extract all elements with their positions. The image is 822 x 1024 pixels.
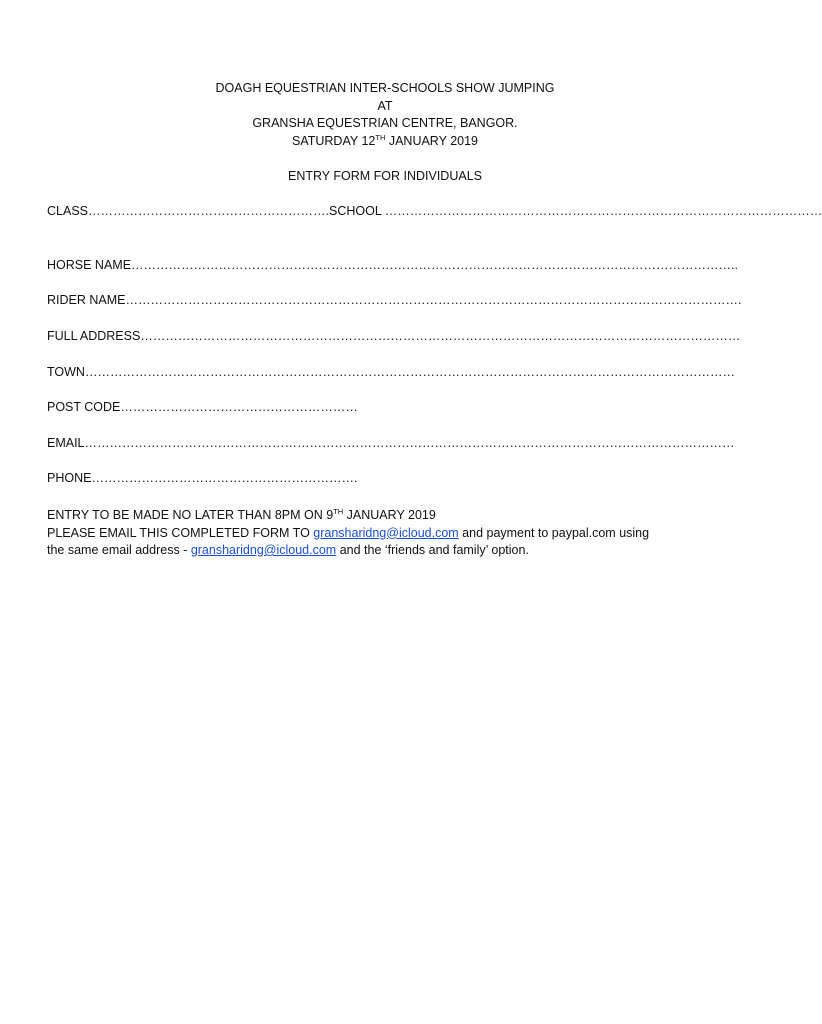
post-code-field[interactable]: POST CODE…………………………………………………: [47, 400, 358, 414]
email-instruction-text: PLEASE EMAIL THIS COMPLETED FORM TO: [47, 525, 314, 540]
event-date: [0, 133, 770, 151]
school-field[interactable]: ……………………………………………………………………………………………: [384, 204, 822, 218]
deadline-rest: JANUARY 2019: [343, 508, 436, 522]
email-link[interactable]: gransharidng@icloud.com: [313, 525, 459, 540]
email-instruction-line: [47, 525, 727, 543]
class-school-row: [47, 204, 822, 218]
class-field[interactable]: ………………………………………………….: [88, 204, 329, 218]
school-label: SCHOOL: [328, 204, 385, 218]
event-title: DOAGH EQUESTRIAN INTER-SCHOOLS SHOW JUMPING: [215, 81, 555, 95]
rider-name-field[interactable]: RIDER NAME………………………………………………………………………………………………………………………………….: [47, 293, 742, 307]
event-venue: GRANSHA EQUESTRIAN CENTRE, BANGOR.: [252, 116, 518, 130]
event-at: AT: [377, 98, 393, 113]
form-title: ENTRY FORM FOR INDIVIDUALS: [287, 169, 482, 183]
same-address-text: the same email address -: [47, 543, 191, 557]
payment-text: and payment to paypal.com using: [458, 525, 650, 540]
deadline-sup: TH: [333, 507, 344, 516]
event-header: [0, 80, 770, 150]
event-date-suffix-sup: TH: [375, 132, 386, 142]
town-field[interactable]: TOWN…………………………………………………………………………………………………………………………………………: [47, 365, 735, 379]
phone-field[interactable]: PHONE……………………………………………………….: [47, 471, 358, 485]
full-address-field[interactable]: FULL ADDRESS………………………………………………………………………………………………………………………………: [47, 329, 741, 343]
horse-name-field[interactable]: HORSE NAME………………………………………………………………………………………………………………………………..: [47, 258, 738, 272]
payment-instruction-line: [47, 542, 727, 560]
email-field[interactable]: EMAIL…………………………………………………………………………………………………………………………………………: [47, 436, 735, 450]
event-date-prefix: SATURDAY 12: [291, 133, 376, 148]
deadline-line: [47, 507, 727, 525]
deadline-text: ENTRY TO BE MADE NO LATER THAN 8PM ON 9: [47, 508, 334, 522]
entry-instructions: [47, 507, 727, 560]
email-link-2[interactable]: gransharidng@icloud.com: [190, 543, 337, 557]
class-label: CLASS: [47, 204, 88, 218]
event-date-rest: JANUARY 2019: [385, 133, 479, 148]
friends-family-text: and the ‘friends and family’ option.: [336, 543, 529, 557]
